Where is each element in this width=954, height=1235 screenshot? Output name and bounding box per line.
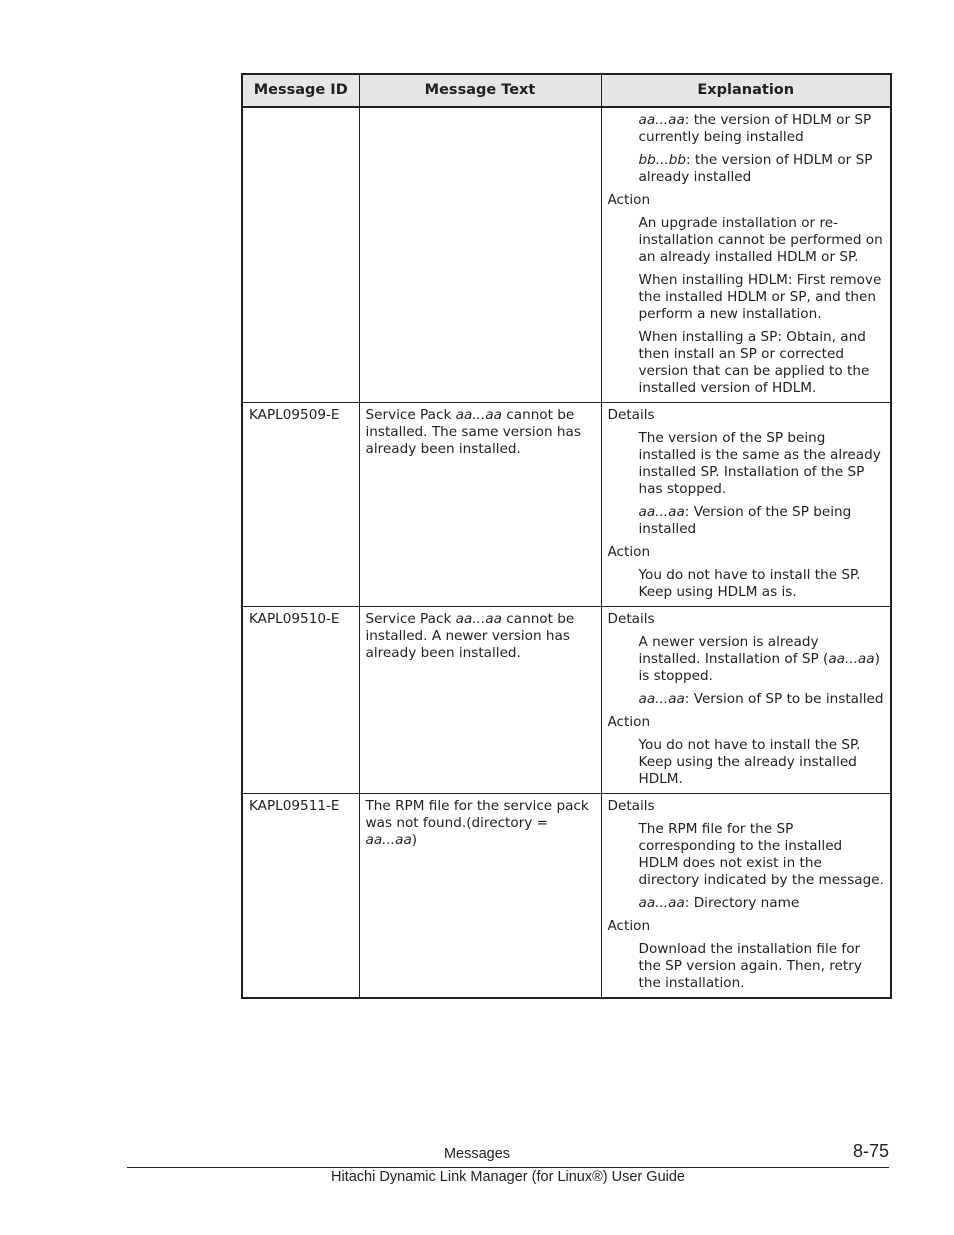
explanation-heading <box>608 611 885 628</box>
explanation-item <box>639 634 885 685</box>
explanation-heading <box>608 544 885 561</box>
message-text-cell <box>359 107 601 403</box>
explanation-item <box>639 691 885 708</box>
footer-section-title: Messages <box>443 1146 511 1162</box>
explanation-item <box>639 941 885 992</box>
explanation-item <box>639 112 885 146</box>
text-run: : Directory name <box>684 895 800 911</box>
header-explanation: Explanation <box>601 74 891 107</box>
text-run: You do not have to install the SP. Keep using the already installed HDLM. <box>638 737 861 787</box>
table-row <box>242 403 891 607</box>
table-row <box>242 107 891 403</box>
explanation-item <box>639 272 885 323</box>
placeholder-variable: aa...aa <box>638 895 685 911</box>
text-run: : the version of HDLM or SP currently being installed <box>638 112 872 145</box>
placeholder-variable: aa...aa <box>455 611 502 627</box>
explanation-item <box>639 737 885 788</box>
text-run: Action <box>607 714 651 730</box>
text-run: The RPM file for the SP corresponding to the installed HDLM does not exist in the directory indicated by the message. <box>638 821 884 888</box>
page-number: 8-75 <box>852 1141 889 1161</box>
text-run: Action <box>607 192 651 208</box>
text-run: Action <box>607 544 651 560</box>
text-run: Details <box>607 407 655 423</box>
text-run: ) is stopped. <box>638 651 880 684</box>
text-run: : the version of HDLM or SP already installed <box>638 152 873 185</box>
explanation-item <box>639 567 885 601</box>
explanation-cell <box>601 403 891 607</box>
text-run: An upgrade installation or re-installation cannot be performed on an already installed HDLM or SP. <box>638 215 883 265</box>
text-run: Details <box>607 798 655 814</box>
explanation-heading <box>608 407 885 424</box>
text-run: cannot be installed. The same version has already been installed. <box>365 407 581 457</box>
text-run: You do not have to install the SP. Keep using HDLM as is. <box>638 567 861 600</box>
table-row <box>242 607 891 794</box>
explanation-item <box>639 215 885 266</box>
text-run: : Version of the SP being installed <box>638 504 852 537</box>
explanation-item <box>639 430 885 498</box>
message-id-cell: KAPL09509-E <box>242 403 359 607</box>
header-message-text: Message Text <box>359 74 601 107</box>
message-table <box>241 73 892 999</box>
text-run: Details <box>607 611 655 627</box>
text-run: A newer version is already installed. Installation of SP ( <box>638 634 829 667</box>
message-text-cell <box>359 403 601 607</box>
explanation-cell <box>601 107 891 403</box>
placeholder-variable: aa...aa <box>365 832 412 848</box>
explanation-item <box>639 821 885 889</box>
message-text-cell <box>359 607 601 794</box>
text-run: Service Pack <box>365 611 456 627</box>
text-run: ) <box>411 832 418 848</box>
header-message-id: Message ID <box>242 74 359 107</box>
placeholder-variable: aa...aa <box>638 112 685 128</box>
placeholder-variable: aa...aa <box>638 691 685 707</box>
explanation-cell <box>601 607 891 794</box>
message-id-cell: KAPL09510-E <box>242 607 359 794</box>
message-text-cell <box>359 794 601 999</box>
explanation-heading <box>608 798 885 815</box>
explanation-cell <box>601 794 891 999</box>
text-run: : Version of SP to be installed <box>684 691 884 707</box>
explanation-heading <box>608 192 885 209</box>
explanation-heading <box>608 918 885 935</box>
explanation-item <box>639 895 885 912</box>
footer-divider <box>127 1167 889 1168</box>
table-body <box>242 107 891 998</box>
placeholder-variable: aa...aa <box>455 407 502 423</box>
footer-guide-title: Hitachi Dynamic Link Manager (for Linux®) User Guide <box>331 1169 685 1185</box>
text-run: The version of the SP being installed is the same as the already installed SP. Installation of the SP has stopped. <box>638 430 881 497</box>
text-run: When installing a SP: Obtain, and then install an SP or corrected version that can be applied to the installed version of HDLM. <box>638 329 870 396</box>
message-id-cell <box>242 107 359 403</box>
text-run: The RPM file for the service pack was not found.(directory = <box>365 798 589 831</box>
placeholder-variable: aa...aa <box>638 504 685 520</box>
text-run: Action <box>607 918 651 934</box>
text-run: cannot be installed. A newer version has already been installed. <box>365 611 575 661</box>
text-run: Download the installation file for the SP version again. Then, retry the installation. <box>638 941 862 991</box>
text-run: When installing HDLM: First remove the installed HDLM or SP, and then perform a new installation. <box>638 272 882 322</box>
placeholder-variable: aa...aa <box>828 651 875 667</box>
placeholder-variable: bb...bb <box>638 152 686 168</box>
explanation-item <box>639 329 885 397</box>
table-row <box>242 794 891 999</box>
message-id-cell: KAPL09511-E <box>242 794 359 999</box>
explanation-item <box>639 504 885 538</box>
table-header-row <box>242 74 891 107</box>
text-run: Service Pack <box>365 407 456 423</box>
explanation-heading <box>608 714 885 731</box>
explanation-item <box>639 152 885 186</box>
